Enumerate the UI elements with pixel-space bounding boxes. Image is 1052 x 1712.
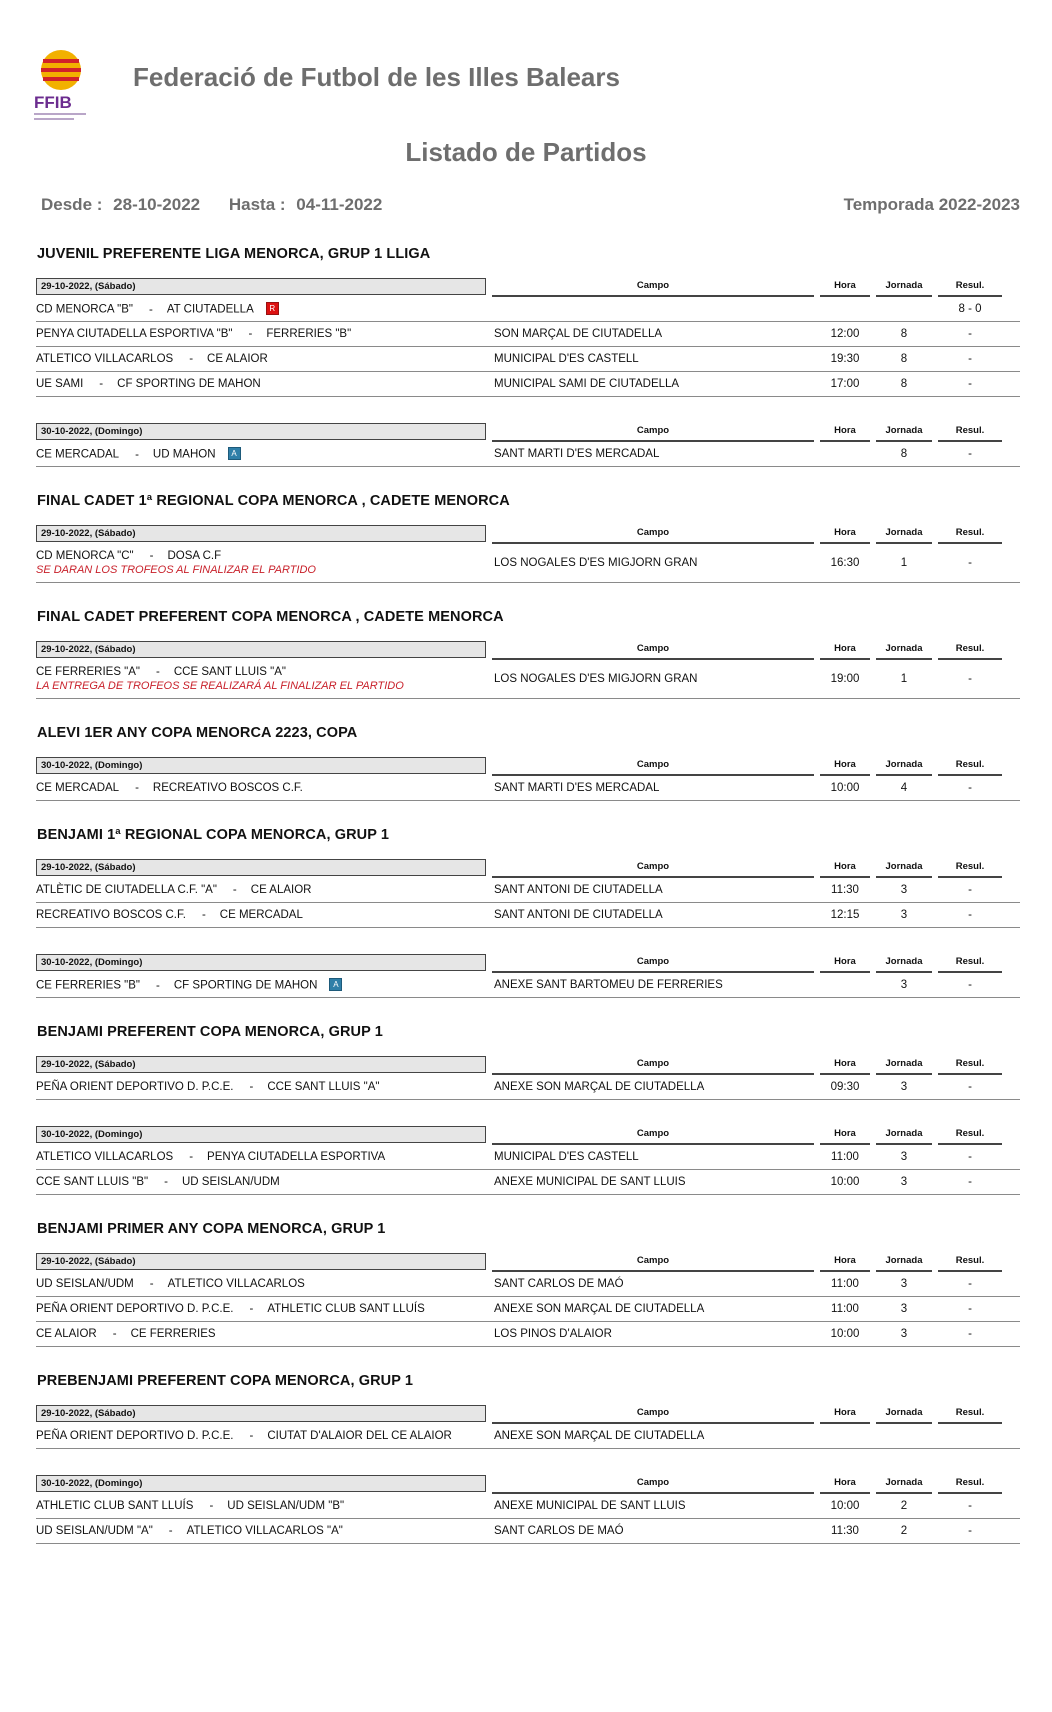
- match-row: [36, 878, 1020, 903]
- match-teams: [36, 303, 279, 316]
- column-hora: Hora: [820, 859, 870, 878]
- match-date: 29-10-2022, (Sábado): [36, 525, 486, 542]
- match-teams: [36, 1500, 344, 1512]
- competition-title: FINAL CADET PREFERENT COPA MENORCA , CADETE MENORCA: [37, 609, 504, 625]
- date-block: [36, 1475, 1020, 1544]
- team-separator: -: [248, 328, 253, 340]
- match-campo: SANT CARLOS DE MAÓ: [494, 1525, 624, 1537]
- column-hora: Hora: [820, 1253, 870, 1272]
- column-jornada: Jornada: [876, 1253, 932, 1272]
- away-team: ATLETICO VILLACARLOS: [167, 1278, 305, 1290]
- away-team: DOSA C.F: [167, 550, 222, 562]
- column-resul: Resul.: [938, 525, 1002, 544]
- home-team: CCE SANT LLUIS "B": [36, 1176, 149, 1188]
- match-jornada: 8: [900, 353, 908, 365]
- home-team: RECREATIVO BOSCOS C.F.: [36, 909, 186, 921]
- match-hora: 12:15: [830, 909, 860, 921]
- match-teams: [36, 1525, 343, 1537]
- match-campo: SANT MARTI D'ES MERCADAL: [494, 448, 660, 460]
- match-jornada: 8: [900, 378, 908, 390]
- team-separator: -: [249, 1303, 254, 1315]
- season: Temporada 2022-2023: [843, 195, 1020, 214]
- hasta-label: Hasta :: [228, 195, 286, 214]
- column-resul: Resul.: [938, 423, 1002, 442]
- column-resul: Resul.: [938, 1126, 1002, 1145]
- away-team: CCE SANT LLUIS "A": [267, 1081, 380, 1093]
- away-team: CE ALAIOR: [250, 884, 312, 896]
- match-hora: 11:30: [831, 1525, 859, 1537]
- match-campo: SANT ANTONI DE CIUTADELLA: [494, 884, 663, 896]
- match-campo: ANEXE SON MARÇAL DE CIUTADELLA: [494, 1081, 705, 1093]
- match-campo: ANEXE MUNICIPAL DE SANT LLUIS: [494, 1176, 686, 1188]
- match-campo: MUNICIPAL D'ES CASTELL: [494, 1151, 639, 1163]
- match-jornada: 3: [900, 979, 908, 991]
- team-separator: -: [164, 1176, 168, 1188]
- match-jornada: 3: [900, 1328, 908, 1340]
- table-header: [36, 525, 1020, 544]
- column-hora: Hora: [820, 954, 870, 973]
- competition-section: [36, 827, 1020, 998]
- match-teams: [36, 1430, 452, 1442]
- match-result: 8 - 0: [958, 303, 982, 315]
- match-campo: SANT ANTONI DE CIUTADELLA: [494, 909, 663, 921]
- date-block: [36, 1126, 1020, 1195]
- desde-value: 28-10-2022: [113, 195, 201, 214]
- match-campo: LOS NOGALES D'ES MIGJORN GRAN: [494, 673, 698, 685]
- date-block: [36, 954, 1020, 998]
- match-result: -: [968, 673, 972, 685]
- date-block: [36, 641, 1020, 699]
- away-team: ATHLETIC CLUB SANT LLUÍS: [267, 1303, 425, 1315]
- team-separator: -: [149, 1278, 154, 1290]
- column-jornada: Jornada: [876, 757, 932, 776]
- match-result: -: [968, 1081, 972, 1093]
- match-result: -: [968, 1525, 972, 1537]
- team-separator: -: [135, 782, 139, 794]
- table-header: [36, 757, 1020, 776]
- away-team: UD SEISLAN/UDM: [181, 1176, 280, 1188]
- match-jornada: 1: [900, 557, 908, 569]
- match-teams: [36, 353, 268, 365]
- column-campo: Campo: [492, 278, 814, 297]
- team-separator: -: [149, 550, 154, 562]
- home-team: PEÑA ORIENT DEPORTIVO D. P.C.E.: [36, 1303, 234, 1315]
- column-campo: Campo: [492, 757, 814, 776]
- home-team: PENYA CIUTADELLA ESPORTIVA "B": [36, 328, 233, 340]
- column-campo: Campo: [492, 525, 814, 544]
- match-jornada: 4: [900, 782, 908, 794]
- match-row: [36, 903, 1020, 928]
- match-teams: [36, 979, 342, 992]
- table-header: [36, 859, 1020, 878]
- match-date: 30-10-2022, (Domingo): [36, 1126, 486, 1143]
- date-block: [36, 423, 1020, 467]
- hasta-value: 04-11-2022: [296, 195, 383, 214]
- match-date: 29-10-2022, (Sábado): [36, 641, 486, 658]
- match-campo: SANT CARLOS DE MAÓ: [494, 1278, 624, 1290]
- column-jornada: Jornada: [876, 954, 932, 973]
- match-jornada: 2: [900, 1525, 908, 1537]
- home-team: ATLETICO VILLACARLOS: [36, 353, 174, 365]
- away-team: CF SPORTING DE MAHON: [117, 378, 261, 390]
- home-team: CE MERCADAL: [36, 448, 120, 461]
- match-row: [36, 347, 1020, 372]
- column-campo: Campo: [492, 641, 814, 660]
- table-header: [36, 423, 1020, 442]
- match-campo: LOS PINOS D'ALAIOR: [494, 1328, 612, 1340]
- match-jornada: 8: [900, 448, 908, 460]
- competition-title: BENJAMI PREFERENT COPA MENORCA, GRUP 1: [37, 1024, 383, 1040]
- column-jornada: Jornada: [876, 641, 932, 660]
- competition-title: FINAL CADET 1ª REGIONAL COPA MENORCA , CADETE MENORCA: [37, 493, 510, 509]
- table-header: [36, 1405, 1020, 1424]
- date-block: [36, 525, 1020, 583]
- match-row: [36, 1075, 1020, 1100]
- team-separator: -: [156, 666, 160, 678]
- match-hora: 19:00: [830, 673, 860, 685]
- team-separator: -: [249, 1081, 254, 1093]
- table-header: [36, 954, 1020, 973]
- match-list: [36, 238, 1020, 1570]
- column-jornada: Jornada: [876, 278, 932, 297]
- match-jornada: 3: [900, 1278, 908, 1290]
- team-separator: -: [232, 884, 237, 896]
- match-jornada: 8: [900, 328, 908, 340]
- match-jornada: 1: [900, 673, 908, 685]
- away-team: ATLETICO VILLACARLOS "A": [186, 1525, 343, 1537]
- match-teams: [36, 1151, 385, 1163]
- home-team: CE FERRERIES "B": [36, 979, 141, 992]
- team-separator: -: [135, 448, 139, 461]
- match-campo: LOS NOGALES D'ES MIGJORN GRAN: [494, 557, 698, 569]
- match-row: [36, 372, 1020, 397]
- competition-title: ALEVI 1ER ANY COPA MENORCA 2223, COPA: [37, 725, 358, 741]
- logo-text: FFIB: [34, 93, 72, 112]
- column-resul: Resul.: [938, 641, 1002, 660]
- team-separator: -: [156, 979, 160, 992]
- table-header: [36, 1056, 1020, 1075]
- match-date: 29-10-2022, (Sábado): [36, 278, 486, 295]
- competition-title: BENJAMI PRIMER ANY COPA MENORCA, GRUP 1: [37, 1221, 386, 1237]
- column-jornada: Jornada: [876, 859, 932, 878]
- competition-title: JUVENIL PREFERENTE LIGA MENORCA, GRUP 1 LLIGA: [37, 246, 431, 262]
- match-jornada: 3: [900, 1303, 908, 1315]
- match-teams: [36, 1328, 216, 1340]
- match-result: -: [968, 1303, 972, 1315]
- match-hora: 10:00: [830, 1500, 860, 1512]
- table-header: [36, 641, 1020, 660]
- team-separator: -: [189, 1151, 194, 1163]
- column-campo: Campo: [492, 1056, 814, 1075]
- match-teams: [36, 1081, 379, 1093]
- match-result: -: [968, 557, 972, 569]
- column-resul: Resul.: [938, 1056, 1002, 1075]
- column-campo: Campo: [492, 1253, 814, 1272]
- match-hora: 16:30: [830, 557, 860, 569]
- match-result: -: [968, 1278, 972, 1290]
- column-campo: Campo: [492, 1405, 814, 1424]
- match-row: [36, 1145, 1020, 1170]
- match-campo: SON MARÇAL DE CIUTADELLA: [494, 328, 663, 340]
- date-block: [36, 859, 1020, 928]
- away-team: UD SEISLAN/UDM "B": [227, 1500, 345, 1512]
- match-row: [36, 297, 1020, 322]
- column-campo: Campo: [492, 1126, 814, 1145]
- match-teams: [36, 550, 221, 562]
- column-resul: Resul.: [938, 278, 1002, 297]
- match-teams: [36, 328, 351, 340]
- match-result: -: [968, 1151, 972, 1163]
- competition-section: [36, 1373, 1020, 1544]
- away-team: UD MAHON: [152, 448, 216, 461]
- competition-section: [36, 1221, 1020, 1347]
- match-campo: ANEXE SON MARÇAL DE CIUTADELLA: [494, 1430, 705, 1442]
- home-team: CE ALAIOR: [36, 1328, 97, 1340]
- match-result: -: [968, 1328, 972, 1340]
- home-team: PEÑA ORIENT DEPORTIVO D. P.C.E.: [36, 1081, 234, 1093]
- column-jornada: Jornada: [876, 1126, 932, 1145]
- competition-section: [36, 246, 1020, 467]
- match-jornada: 3: [900, 1176, 908, 1188]
- match-result: -: [968, 1500, 972, 1512]
- column-campo: Campo: [492, 423, 814, 442]
- page-title: Listado de Partidos: [405, 137, 647, 167]
- match-row: [36, 1297, 1020, 1322]
- match-jornada: 3: [900, 1081, 908, 1093]
- match-campo: MUNICIPAL D'ES CASTELL: [494, 353, 639, 365]
- match-row: [36, 973, 1020, 998]
- column-jornada: Jornada: [876, 1475, 932, 1494]
- date-block: [36, 1253, 1020, 1347]
- column-hora: Hora: [820, 423, 870, 442]
- column-jornada: Jornada: [876, 1405, 932, 1424]
- table-header: [36, 1253, 1020, 1272]
- match-teams: [36, 448, 241, 461]
- away-team: CF SPORTING DE MAHON: [173, 979, 318, 992]
- column-hora: Hora: [820, 641, 870, 660]
- match-date: 30-10-2022, (Domingo): [36, 423, 486, 440]
- match-teams: [36, 1303, 425, 1315]
- competition-section: [36, 1024, 1020, 1195]
- home-team: ATLETICO VILLACARLOS: [36, 1151, 174, 1163]
- column-campo: Campo: [492, 1475, 814, 1494]
- column-hora: Hora: [820, 1405, 870, 1424]
- column-hora: Hora: [820, 1475, 870, 1494]
- match-date: 29-10-2022, (Sábado): [36, 1253, 486, 1270]
- table-header: [36, 1475, 1020, 1494]
- match-hora: 10:00: [830, 1328, 860, 1340]
- column-resul: Resul.: [938, 757, 1002, 776]
- match-result: -: [968, 353, 972, 365]
- match-result: -: [968, 979, 972, 991]
- match-row: [36, 776, 1020, 801]
- match-campo: ANEXE MUNICIPAL DE SANT LLUIS: [494, 1500, 686, 1512]
- match-jornada: 3: [900, 1151, 908, 1163]
- date-block: [36, 278, 1020, 397]
- match-row: [36, 442, 1020, 467]
- column-resul: Resul.: [938, 1253, 1002, 1272]
- date-range: [41, 195, 388, 215]
- team-separator: -: [249, 1430, 254, 1442]
- match-date: 29-10-2022, (Sábado): [36, 859, 486, 876]
- match-date: 29-10-2022, (Sábado): [36, 1405, 486, 1422]
- match-teams: [36, 666, 286, 678]
- match-teams: [36, 378, 261, 390]
- match-date: 30-10-2022, (Domingo): [36, 1475, 486, 1492]
- match-note: LA ENTREGA DE TROFEOS SE REALIZARÁ AL FINALIZAR EL PARTIDO: [36, 680, 404, 692]
- competition-title: BENJAMI 1ª REGIONAL COPA MENORCA, GRUP 1: [37, 827, 390, 843]
- away-team: CE FERRERIES: [130, 1328, 216, 1340]
- away-team: PENYA CIUTADELLA ESPORTIVA: [207, 1151, 386, 1163]
- match-jornada: 3: [900, 909, 908, 921]
- column-hora: Hora: [820, 1056, 870, 1075]
- competition-section: [36, 609, 1020, 699]
- match-date: 30-10-2022, (Domingo): [36, 954, 486, 971]
- home-team: PEÑA ORIENT DEPORTIVO D. P.C.E.: [36, 1430, 234, 1442]
- team-separator: -: [201, 909, 206, 921]
- away-team: RECREATIVO BOSCOS C.F.: [152, 782, 303, 794]
- match-jornada: 2: [900, 1500, 908, 1512]
- away-team: CCE SANT LLUIS "A": [173, 666, 286, 678]
- match-date: 30-10-2022, (Domingo): [36, 757, 486, 774]
- match-row: [36, 1424, 1020, 1449]
- match-row: [36, 544, 1020, 583]
- match-hora: 11:00: [831, 1151, 859, 1163]
- match-teams: [36, 1176, 280, 1188]
- match-hora: 09:30: [830, 1081, 860, 1093]
- match-campo: ANEXE SON MARÇAL DE CIUTADELLA: [494, 1303, 705, 1315]
- match-campo: SANT MARTI D'ES MERCADAL: [494, 782, 660, 794]
- match-result: -: [968, 1176, 972, 1188]
- match-row: [36, 322, 1020, 347]
- team-separator: -: [189, 353, 194, 365]
- home-team: CD MENORCA "B": [36, 303, 133, 316]
- match-result: -: [968, 782, 972, 794]
- column-hora: Hora: [820, 757, 870, 776]
- table-header: [36, 1126, 1020, 1145]
- column-jornada: Jornada: [876, 1056, 932, 1075]
- column-jornada: Jornada: [876, 423, 932, 442]
- home-team: CE FERRERIES "A": [36, 666, 141, 678]
- match-row: [36, 660, 1020, 699]
- column-resul: Resul.: [938, 1405, 1002, 1424]
- match-teams: [36, 884, 311, 896]
- desde-label: Desde :: [41, 195, 103, 214]
- match-result: -: [968, 378, 972, 390]
- match-result: -: [968, 328, 972, 340]
- match-jornada: 3: [900, 884, 908, 896]
- result-badge-icon: R: [266, 302, 279, 315]
- match-hora: 10:00: [830, 1176, 860, 1188]
- info-badge-icon: A: [329, 978, 342, 991]
- column-resul: Resul.: [938, 859, 1002, 878]
- match-campo: ANEXE SANT BARTOMEU DE FERRERIES: [494, 979, 723, 991]
- match-date: 29-10-2022, (Sábado): [36, 1056, 486, 1073]
- match-teams: [36, 1278, 305, 1290]
- away-team: AT CIUTADELLA: [166, 303, 254, 316]
- table-header: [36, 278, 1020, 297]
- ffib-logo: [34, 46, 94, 126]
- away-team: CE ALAIOR: [207, 353, 268, 365]
- competition-section: [36, 725, 1020, 801]
- match-row: [36, 1322, 1020, 1347]
- home-team: UD SEISLAN/UDM "A": [36, 1525, 153, 1537]
- team-separator: -: [99, 378, 104, 390]
- date-block: [36, 757, 1020, 801]
- competition-title: PREBENJAMI PREFERENT COPA MENORCA, GRUP 1: [37, 1373, 414, 1389]
- home-team: CD MENORCA "C": [36, 550, 134, 562]
- home-team: ATHLETIC CLUB SANT LLUÍS: [36, 1500, 194, 1512]
- home-team: UE SAMI: [36, 378, 84, 390]
- match-hora: 11:00: [831, 1278, 859, 1290]
- team-separator: -: [112, 1328, 117, 1340]
- match-teams: [36, 909, 303, 921]
- away-team: CE MERCADAL: [219, 909, 303, 921]
- date-block: [36, 1405, 1020, 1449]
- info-badge-icon: A: [228, 447, 241, 460]
- column-jornada: Jornada: [876, 525, 932, 544]
- match-hora: 11:00: [831, 1303, 859, 1315]
- match-row: [36, 1519, 1020, 1544]
- away-team: CIUTAT D'ALAIOR DEL CE ALAIOR: [267, 1430, 452, 1442]
- column-hora: Hora: [820, 525, 870, 544]
- team-separator: -: [209, 1500, 214, 1512]
- match-hora: 12:00: [830, 328, 860, 340]
- home-team: CE MERCADAL: [36, 782, 120, 794]
- team-separator: -: [168, 1525, 173, 1537]
- match-row: [36, 1170, 1020, 1195]
- column-resul: Resul.: [938, 1475, 1002, 1494]
- match-teams: [36, 782, 303, 794]
- match-result: -: [968, 884, 972, 896]
- match-result: -: [968, 448, 972, 460]
- match-hora: 17:00: [830, 378, 860, 390]
- match-row: [36, 1494, 1020, 1519]
- match-note: SE DARAN LOS TROFEOS AL FINALIZAR EL PARTIDO: [36, 564, 316, 576]
- column-hora: Hora: [820, 1126, 870, 1145]
- column-campo: Campo: [492, 859, 814, 878]
- match-hora: 10:00: [830, 782, 860, 794]
- column-hora: Hora: [820, 278, 870, 297]
- home-team: ATLÈTIC DE CIUTADELLA C.F. "A": [36, 884, 217, 896]
- team-separator: -: [148, 303, 153, 316]
- date-block: [36, 1056, 1020, 1100]
- match-campo: MUNICIPAL SAMI DE CIUTADELLA: [494, 378, 680, 390]
- match-hora: 19:30: [830, 353, 860, 365]
- page-header: [0, 0, 1052, 260]
- match-row: [36, 1272, 1020, 1297]
- home-team: UD SEISLAN/UDM: [36, 1278, 134, 1290]
- column-resul: Resul.: [938, 954, 1002, 973]
- organization-name: Federació de Futbol de les Illes Balears: [133, 62, 620, 92]
- competition-section: [36, 493, 1020, 583]
- column-campo: Campo: [492, 954, 814, 973]
- match-hora: 11:30: [831, 884, 859, 896]
- match-result: -: [968, 909, 972, 921]
- away-team: FERRERIES "B": [266, 328, 352, 340]
